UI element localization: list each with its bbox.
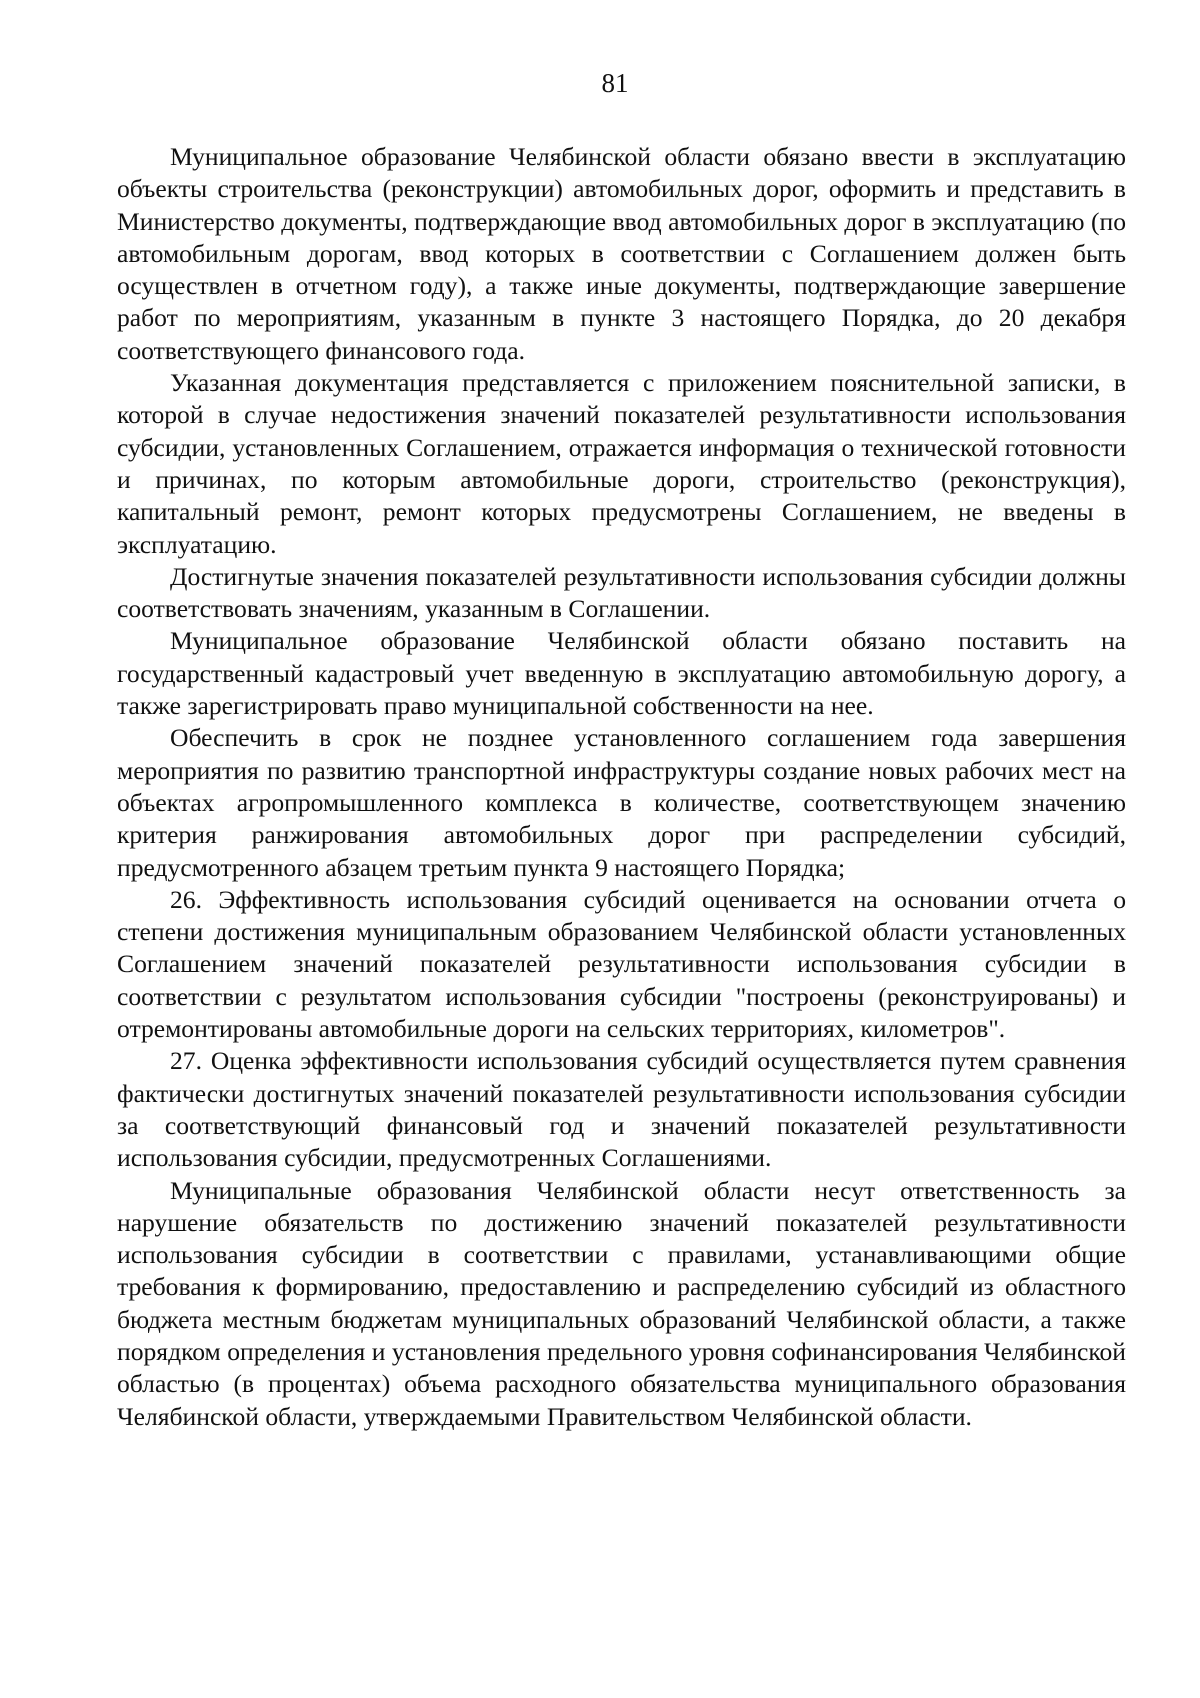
paragraph-item-27: 27. Оценка эффективности использования субсидий осуществляется путем сравнения фактически достигнутых значений показателей результативности использования субсидии за соответствующий финансовый год и значений показателей результативности использования субсидии, предусмотренных Соглашениями. [117, 1046, 1126, 1173]
paragraph-commissioning-obligation: Муниципальное образование Челябинской области обязано ввести в эксплуатацию объекты строительства (реконструкции) автомобильных дорог, оформить и представить в Министерство документы, подтверждающие ввод автомобильных дорог в эксплуатацию (по автомобильным дорогам, ввод которых в соответствии с Соглашением должен быть осуществлен в отчетном году), а также иные документы, подтверждающие завершение работ по мероприятиям, указанным в пункте 3 настоящего Порядка, до 20 декабря соответствующего финансового года. [117, 142, 1126, 365]
paragraph-explanatory-note: Указанная документация представляется с приложением пояснительной записки, в которой в случае недостижения значений показателей результативности использования субсидии, установленных Соглашением, отражается информация о технической готовности и причинах, по которым автомобильные дороги, строительство (реконструкция), капитальный ремонт, ремонт которых предусмотрены Соглашением, не введены в эксплуатацию. [117, 368, 1126, 559]
paragraph-responsibility: Муниципальные образования Челябинской области несут ответственность за нарушение обязательств по достижению значений показателей результативности использования субсидии в соответствии с правилами, устанавливающими общие требования к формированию, предоставлению и распределению субсидий из областного бюджета местным бюджетам муниципальных образований Челябинской области, а также порядком определения и установления предельного уровня софинансирования Челябинской областью (в процентах) объема расходного обязательства муниципального образования Челябинской области, утверждаемыми Правительством Челябинской области. [117, 1175, 1126, 1431]
paragraph-new-jobs: Обеспечить в срок не позднее установленного соглашением года завершения мероприятия по развитию транспортной инфраструктуры создание новых рабочих мест на объектах агропромышленного комплекса в количестве, соответствующем значению критерия ранжирования автомобильных дорог при распределении субсидий, предусмотренного абзацем третьим пункта 9 настоящего Порядка; [117, 723, 1126, 882]
paragraph-cadastral-registration: Муниципальное образование Челябинской области обязано поставить на государственный кадастровый учет введенную в эксплуатацию автомобильную дорогу, а также зарегистрировать право муниципальной собственности на нее. [117, 626, 1126, 721]
document-body [117, 141, 1126, 1433]
page-number: 81 [601, 68, 629, 98]
paragraph-achieved-values: Достигнутые значения показателей результативности использования субсидии должны соответствовать значениям, указанным в Соглашении. [117, 561, 1126, 624]
paragraph-item-26: 26. Эффективность использования субсидий оценивается на основании отчета о степени достижения муниципальным образованием Челябинской области установленных Соглашением значений показателей результативности использования субсидии в соответствии с результатом использования субсидии "построены (реконструированы) и отремонтированы автомобильные дороги на сельских территориях, километров". [117, 884, 1126, 1044]
